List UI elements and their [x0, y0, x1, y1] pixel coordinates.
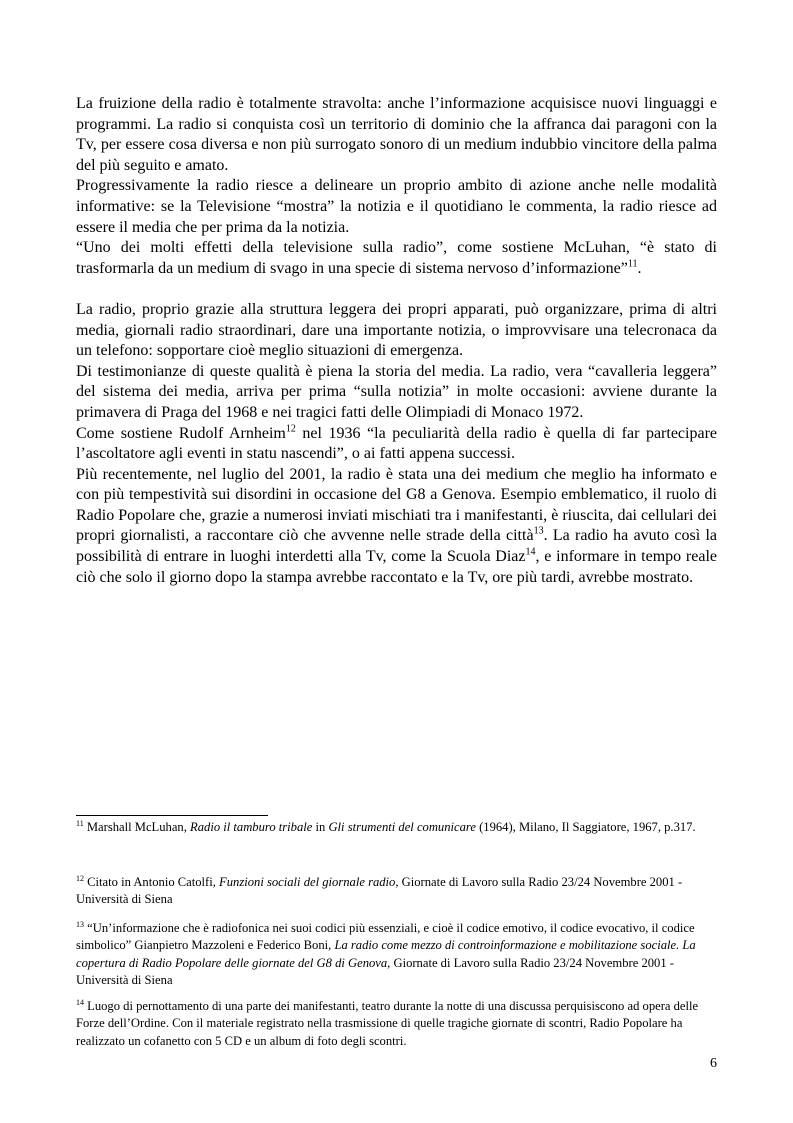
footnote-ref: 12	[285, 423, 296, 435]
text-run: “Un’informazione che è radiofonica nei suoi codici più essenziali, e cioè il codice emotivo, il codice evocativo, il codice simbolico” Gianpietro Mazzoleni e Federico Boni,	[76, 921, 695, 953]
paragraph	[76, 176, 717, 238]
cited-title: Gli strumenti del comunicare	[328, 820, 476, 834]
footnote-ref: 11	[627, 258, 638, 270]
text-run: , e informare in tempo reale ciò che solo il giorno dopo la stampa avrebbe raccontato e la Tv, ore più tardi, avrebbe mostrato.	[76, 548, 717, 586]
text-run: .	[637, 259, 642, 277]
cited-title: Radio il tamburo tribale	[190, 820, 313, 834]
text-run: nel 1936 “la peculiarità della radio è quella di far partecipare l’ascoltatore agli eventi in statu nascendi”, o ai fatti appena successi.	[76, 424, 717, 463]
footnote	[76, 920, 717, 990]
cited-title: La radio come mezzo di controinformazione e mobilitazione sociale. La copertura di Radio Popolare delle giornate del G8 di Genova,	[76, 938, 696, 970]
footnote-text	[76, 998, 717, 1050]
text-run: Luogo di pernottamento di una parte dei manifestanti, teatro durante la notte di una discussa perquisiscono ad opera delle Forze dell’Ordine. Con il materiale registrato nella trasmissione di quelle tragiche giornate di scontri, Radio Popolare ha realizzato un cofanetto con 5 CD e un album di foto degli scontri.	[76, 999, 699, 1048]
text-run: Marshall McLuhan,	[83, 820, 191, 834]
text-run: in	[312, 820, 329, 834]
text-run: La fruizione della radio è totalmente stravolta: anche l’informazione acquisisce nuovi linguaggi e programmi. La radio si conquista così un territorio di dominio che la affranca dai paragoni con la Tv, per essere cosa diversa e non più surrogato sonoro di un medium indubbio vincitore della palma del più seguito e amato.	[76, 95, 717, 174]
page-number: 6	[710, 1056, 717, 1071]
footnote	[76, 874, 717, 909]
footnote-text	[76, 920, 717, 990]
text-run: Come sostiene Rudolf Arnheim	[76, 424, 286, 442]
paragraph	[76, 362, 717, 424]
footnote-ref: 13	[533, 526, 544, 538]
paragraph	[76, 94, 717, 176]
text-run: . La radio ha avuto così la possibilità di entrare in luoghi interdetti alla Tv, come la Scuola Diaz	[76, 527, 718, 566]
paragraph	[76, 300, 717, 362]
text-run: Più recentemente, nel luglio del 2001, la radio è stata una dei medium che meglio ha informato e con più tempestività sui disordini in occasione del G8 a Genova. Esempio emblematico, il ruolo di Radio Popolare che, grazie a numerosi inviati mischiati tra i manifestanti, è riuscita, dai cellulari dei propri giornalisti, a raccontare ciò che avvenne nelle strade della città	[76, 465, 717, 545]
text-run: (1964), Milano, Il Saggiatore, 1967, p.317.	[475, 820, 696, 834]
paragraph	[76, 465, 717, 589]
footnote-ref: 14	[525, 546, 536, 558]
cited-title: Funzioni sociali del giornale radio	[219, 875, 396, 889]
footnote-text	[76, 819, 717, 836]
body-text	[76, 94, 717, 588]
paragraph	[76, 424, 717, 465]
footnote-number: 12	[76, 873, 84, 883]
footnote	[76, 998, 717, 1050]
footnote-separator	[76, 815, 268, 816]
text-run: La radio, proprio grazie alla struttura leggera dei propri apparati, può organizzare, prima di altri media, giornali radio straordinari, dare una importante notizia, o improvvisare una telecronaca da un telefono: sopportare cioè meglio situazioni di emergenza.	[76, 300, 717, 360]
paragraph	[76, 238, 717, 279]
footnote-number: 14	[76, 997, 84, 1007]
text-run: Citato in Antonio Catolfi,	[84, 875, 220, 889]
footnote	[76, 819, 717, 836]
footnote-number: 13	[76, 919, 84, 929]
text-run: “Uno dei molti effetti della televisione sulla radio”, come sostiene McLuhan, “è stato di trasformarla da un medium di svago in una specie di sistema nervoso d’informazione”	[76, 239, 717, 277]
text-run: Progressivamente la radio riesce a delineare un proprio ambito di azione anche nelle modalità informative: se la Televisione “mostra” la notizia e il quotidiano le commenta, la radio riesce ad essere il media che per prima da la notizia.	[76, 177, 717, 236]
text-run: Di testimonianze di queste qualità è piena la storia del media. La radio, vera “cavalleria leggera” del sistema dei media, arriva per prima “sulla notizia” in molte occasioni: avviene durante la primavera di Praga del 1968 e nei tragici fatti delle Olimpiadi di Monaco 1972.	[76, 362, 717, 421]
footnote-number: 11	[76, 818, 84, 828]
text-run: , Giornate di Lavoro sulla Radio 23/24 Novembre 2001 - Università di Siena	[76, 875, 683, 907]
text-run: Giornate di Lavoro sulla Radio 23/24 Novembre 2001 - Università di Siena	[76, 955, 674, 988]
footnote-text	[76, 874, 717, 909]
